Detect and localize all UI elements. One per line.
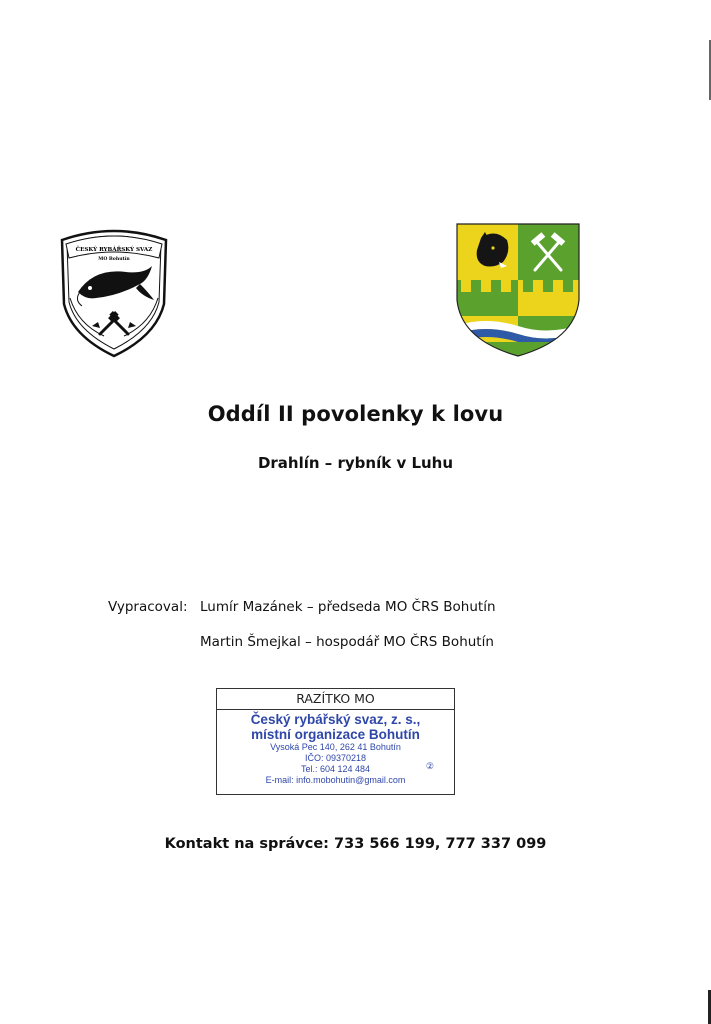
stamp-address: Vysoká Pec 140, 262 41 Bohutín xyxy=(270,742,401,752)
stamp-phone: Tel.: 604 124 484 xyxy=(300,764,371,774)
contact-line: Kontakt na správce: 733 566 199, 777 337 099 xyxy=(164,836,547,852)
stamp-body xyxy=(217,712,454,786)
stamp-number: ② xyxy=(425,761,434,771)
stamp-org-branch: místní organizace Bohutín xyxy=(251,727,420,742)
author-line: Lumír Mazánek – předseda MO ČRS Bohutín xyxy=(200,599,496,615)
emblem-sub-text: MO Bohutín xyxy=(98,257,130,262)
document-subtitle: Drahlín – rybník v Luhu xyxy=(257,454,454,472)
fishing-union-emblem-icon xyxy=(56,222,172,358)
stamp-ico: IČO: 09370218 xyxy=(304,753,367,763)
document-title: Oddíl II povolenky k lovu xyxy=(207,402,504,426)
stamp-email: E-mail: info.mobohutin@gmail.com xyxy=(265,775,406,785)
emblem-top-text: ČESKÝ RYBÁŘSKÝ SVAZ xyxy=(75,247,153,253)
stamp-box xyxy=(216,688,455,795)
stamp-header: RAZÍTKO MO xyxy=(217,689,454,710)
author-line: Martin Šmejkal – hospodář MO ČRS Bohutín xyxy=(200,634,494,650)
stamp-org-name: Český rybářský svaz, z. s., xyxy=(250,712,421,727)
municipal-coat-of-arms-icon xyxy=(455,222,581,358)
prepared-by-label: Vypracoval: xyxy=(108,599,188,615)
page-edge-shadow xyxy=(703,0,711,1024)
